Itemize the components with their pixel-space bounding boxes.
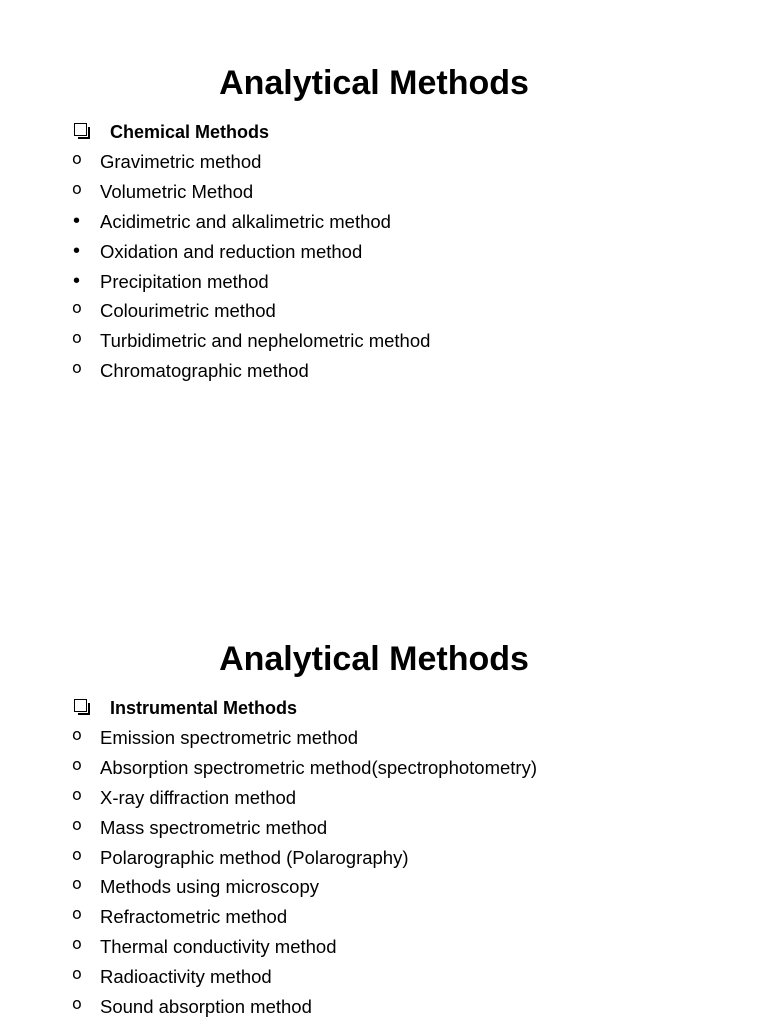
- list-item-label: Volumetric Method: [100, 180, 254, 202]
- list-item: [72, 753, 748, 783]
- list-item-label: Gravimetric method: [100, 151, 262, 172]
- bullet-circle-icon: o: [72, 178, 82, 198]
- bullet-circle-icon: o: [72, 844, 82, 864]
- bullet-dot-icon: •: [73, 239, 81, 262]
- list-item: [72, 872, 748, 902]
- list-item-label: Absorption spectrometric method(spectrophotometry): [100, 756, 537, 778]
- list-item: [72, 207, 748, 237]
- list-item: [72, 296, 748, 326]
- list-item-label: Refractometric method: [100, 906, 288, 928]
- list-item: [72, 147, 748, 177]
- list-item-label: Sound absorption method: [100, 996, 312, 1018]
- list-item: [72, 843, 748, 873]
- slide-instrumental-methods: [0, 576, 768, 1024]
- list-item-label: Radioactivity method: [100, 966, 272, 988]
- bullet-circle-icon: o: [72, 814, 82, 834]
- list-item: [72, 356, 748, 386]
- bullet-circle-icon: o: [72, 358, 82, 378]
- list-item: [72, 326, 748, 356]
- instrumental-methods-section: [72, 694, 748, 1022]
- section-heading: Chemical Methods: [110, 122, 270, 142]
- list-item-label: Turbidimetric and nephelometric method: [100, 330, 431, 352]
- list-item-label: Mass spectrometric method: [100, 816, 328, 838]
- list-item-label: Polarographic method (Polarography): [100, 846, 409, 868]
- list-item: [72, 932, 748, 962]
- bullet-circle-icon: o: [72, 298, 82, 318]
- instrumental-methods-list: [72, 723, 748, 1022]
- slide-title: Analytical Methods: [219, 640, 529, 678]
- list-item: [72, 783, 748, 813]
- section-heading-row: [72, 694, 748, 723]
- list-item-label: Emission spectrometric method: [100, 727, 359, 748]
- list-item: [72, 237, 748, 267]
- chemical-methods-list: [72, 147, 748, 386]
- bullet-circle-icon: o: [72, 964, 82, 984]
- section-heading: Instrumental Methods: [110, 698, 298, 718]
- list-item: [72, 962, 748, 992]
- list-item-label: Thermal conductivity method: [100, 936, 337, 958]
- list-item-label: Precipitation method: [100, 270, 269, 292]
- bullet-circle-icon: o: [72, 784, 82, 804]
- bullet-circle-icon: o: [72, 994, 82, 1014]
- chemical-methods-section: [72, 118, 748, 386]
- bullet-circle-icon: o: [72, 904, 82, 924]
- bullet-dot-icon: •: [73, 209, 81, 232]
- list-item-label: Methods using microscopy: [100, 876, 320, 898]
- section-heading-row: [72, 118, 748, 147]
- list-item-label: X-ray diffraction method: [100, 786, 297, 808]
- bullet-circle-icon: o: [72, 874, 82, 894]
- list-item: [72, 267, 748, 297]
- list-item: [72, 813, 748, 843]
- list-item-label: Oxidation and reduction method: [100, 240, 363, 262]
- list-item: [72, 177, 748, 207]
- list-item: [72, 723, 748, 753]
- checkbox-icon: [74, 123, 87, 136]
- checkbox-icon: [74, 699, 87, 712]
- list-item-label: Acidimetric and alkalimetric method: [100, 210, 391, 232]
- bullet-circle-icon: o: [72, 934, 82, 954]
- list-item: [72, 902, 748, 932]
- bullet-dot-icon: •: [73, 269, 81, 292]
- list-item: [72, 992, 748, 1022]
- list-item-label: Chromatographic method: [100, 360, 309, 382]
- bullet-circle-icon: o: [72, 725, 82, 744]
- bullet-circle-icon: o: [72, 149, 82, 168]
- bullet-circle-icon: o: [72, 754, 82, 774]
- bullet-circle-icon: o: [72, 328, 82, 348]
- slide-title: Analytical Methods: [219, 64, 529, 102]
- list-item-label: Colourimetric method: [100, 300, 276, 322]
